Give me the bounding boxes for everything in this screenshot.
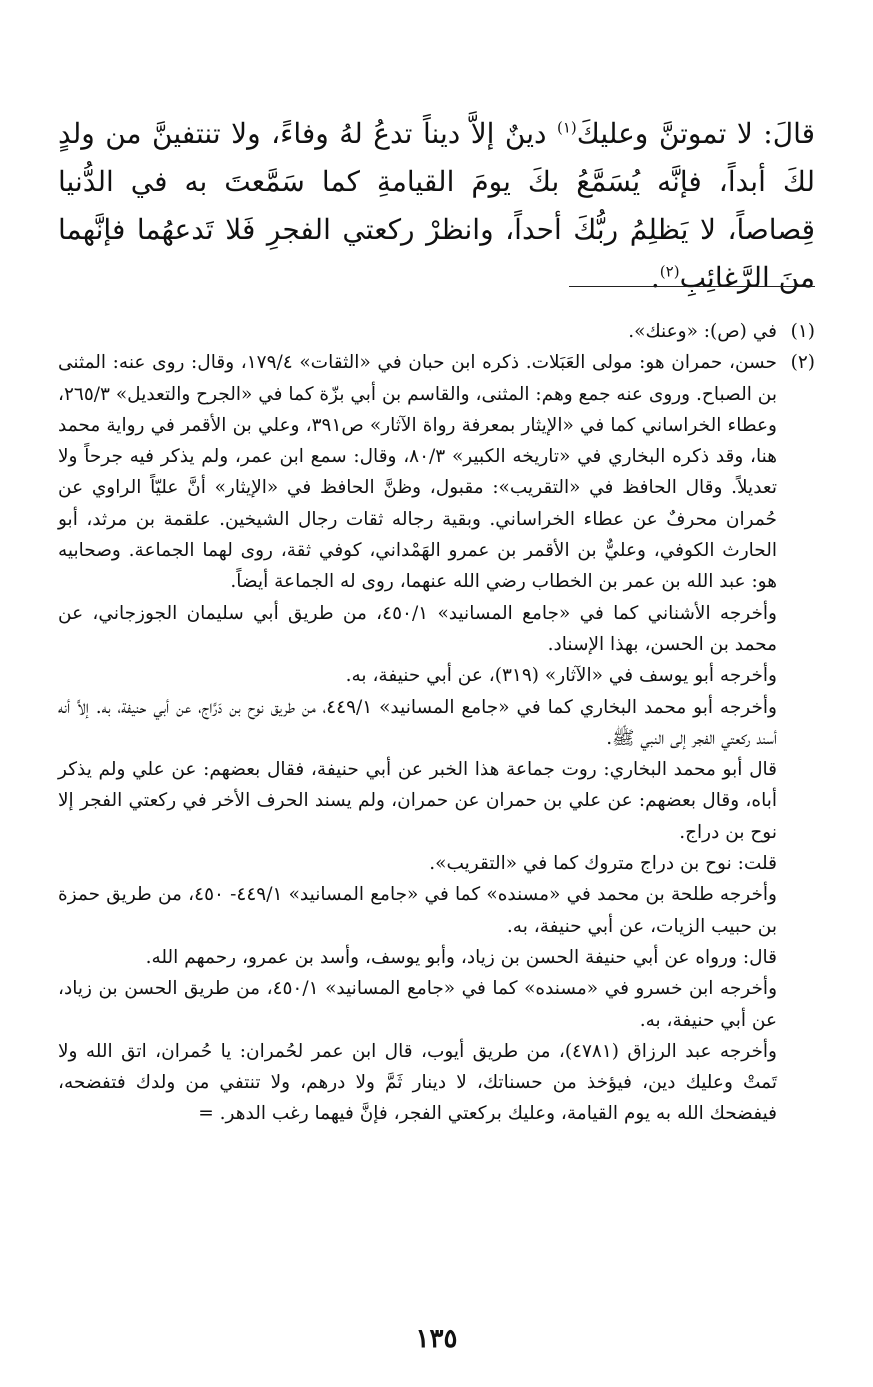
footnote-ref-2: (٢) <box>659 262 680 281</box>
footnote-paragraph: قال أبو محمد البخاري: روت جماعة هذا الخبر عن أبي حنيفة، فقال بعضهم: عن علي ولم يذكر أباه، وقال بعضهم: عن علي بن حمران عن حمران، ولم يسند الحرف الأخر في ركعتي الفجر إلا نوح بن دراج. <box>58 759 777 843</box>
main-text <box>58 110 815 302</box>
footnote-paragraph: حسن، حمران هو: مولى العَبَلات. ذكره ابن حبان في «الثقات» ١٧٩/٤، وقال: روى عنه: المثنى بن الصباح. وروى عنه جمع وهم: المثنى، والقاسم بن أبي بزّة كما في «الجرح والتعديل» ٢٦٥/٣، وعطاء الخراساني كما في «الإيثار بمعرفة رواة الآثار» ص٣٩١، وعلي بن الأقمر في رواية محمد هنا، وقد ذكره البخاري في «تاريخه الكبير» ٨٠/٣، وقال: سمع ابن عمر، ولم يذكر فيه جرحاً ولا تعديلاً. وقال الحافظ في «التقريب»: مقبول، وظنَّ الحافظ في «الإيثار» أنَّ عليّاً الراوي عن حُمران محرفٌ عن عطاء الخراساني. وبقية رجاله ثقات رجال الشيخين. علقمة بن مرثد، أبو الحارث الكوفي، وعليٌّ بن الأقمر بن عمرو الهَمْداني، كوفي ثقة، روى لهما الجماعة. وصحابيه هو: عبد الله بن عمر بن الخطاب رضي الله عنهما، روى له الجماعة أيضاً. <box>58 352 777 593</box>
footnote-paragraph: وأخرجه عبد الرزاق (٤٧٨١)، من طريق أيوب، قال ابن عمر لحُمران: يا حُمران، اتق الله ولا تَمتْ وعليك دين، فيؤخذ من حسناتك، لا دينار ثَمَّ ولا درهم، ولا تنتفي من ولدك فتفضحه، فيفضحك الله به يوم القيامة، وعليك بركعتي الفجر، فإنَّ فيهما رغب الدهر. = <box>58 1040 777 1125</box>
page-number: ١٣٥ <box>415 1324 458 1354</box>
main-text-part2: دينٌ إلاَّ ديناً تدعُ لهُ وفاءً، ولا تنتفينَّ من ولدٍ لكَ أبداً، فإنَّه يُسَمَّعُ بكَ يومَ القيامةِ كما سَمَّعتَ به في الدُّنيا قِصاصاً، لا يَظلِمُ ربُّكَ أحداً، وانظرْ ركعتي الفجرِ فَلا تَدعهُما فإنَّهما منَ الرَّغائِبِ <box>58 117 815 294</box>
footnote-paragraph: في (ص): «وعنك». <box>628 321 777 342</box>
main-text-end: . <box>650 261 660 294</box>
main-paragraph <box>58 110 815 302</box>
footnote-paragraph: وأخرجه أبو يوسف في «الآثار» (٣١٩)، عن أبي حنيفة، به. <box>345 665 777 687</box>
footnote-paragraph: وأخرجه طلحة بن محمد في «مسنده» كما في «جامع المسانيد» ٤٤٩/١- ٤٥٠، من طريق حمزة بن حبيب الزيات، عن أبي حنيفة، به. <box>58 884 777 937</box>
footnote-paragraph: قلت: نوح بن دراج متروك كما في «التقريب». <box>429 853 777 875</box>
footnote-paragraph: وأخرجه أبو محمد البخاري كما في «جامع المسانيد» ٤٤٩/١، من طريق نوح بن دَرَّاج، عن أبي حنيفة، به. إلاَّ أنه أسند ركعتي الفجر إلى النبي ﷺ. <box>58 696 777 749</box>
footnote-paragraph: وأخرجه الأشناني كما في «جامع المسانيد» ٤٥٠/١، من طريق أبي سليمان الجوزجاني، عن محمد بن الحسن، بهذا الإسناد. <box>58 602 777 655</box>
footnote-paragraph: قال: ورواه عن أبي حنيفة الحسن بن زياد، وأبو يوسف، وأسد بن عمرو، رحمهم الله. <box>145 946 777 968</box>
footnote-paragraph: وأخرجه ابن خسرو في «مسنده» كما في «جامع المسانيد» ٤٥٠/١، من طريق الحسن بن زياد، عن أبي حنيفة، به. <box>58 978 778 1031</box>
footnotes-section <box>58 316 815 1130</box>
footnote-number: (٢) <box>790 352 815 374</box>
footnote-1 <box>58 316 815 347</box>
footnote-separator <box>569 286 815 287</box>
footnote-2 <box>58 347 815 1129</box>
footnote-ref-1: (١) <box>557 118 577 137</box>
footnote-number: (١) <box>790 321 815 342</box>
main-text-part1: قالَ: لا تموتنَّ وعليكَ <box>576 117 816 150</box>
